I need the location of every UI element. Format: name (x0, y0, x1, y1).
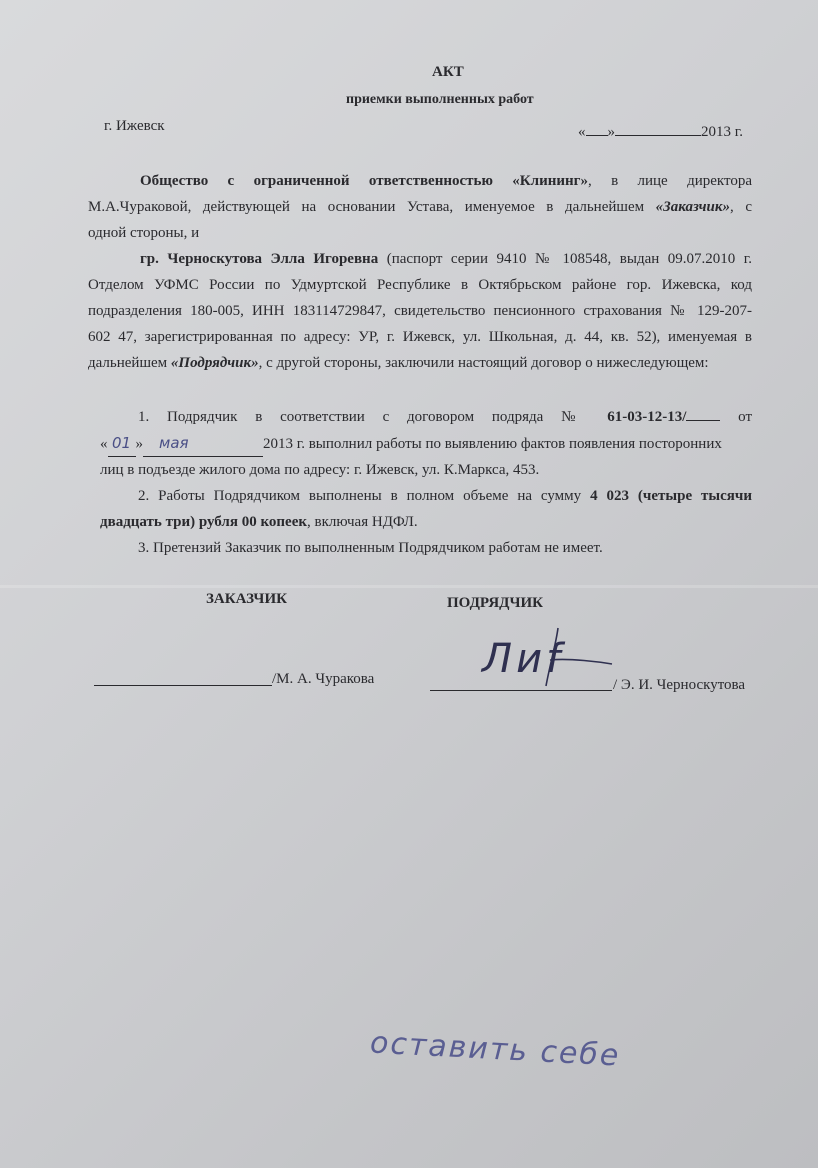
customer-label: ЗАКАЗЧИК (206, 591, 287, 607)
contractor-line-1: гр. Черноскутова Элла Игоревна (паспорт серии 9410 № 108548, выдан 09.07.2010 г. (140, 251, 752, 267)
contractor-label: ПОДРЯДЧИК (447, 595, 544, 611)
items-list (100, 404, 752, 561)
city: г. Ижевск (104, 118, 165, 134)
customer-line-2: М.А.Чураковой, действующей на основании Устава, именуемое в дальнейшем «Заказчик», с (88, 199, 752, 215)
contractor-paragraph (88, 246, 752, 376)
paper-fold (0, 585, 818, 588)
customer-paragraph (88, 168, 752, 246)
contractor-line-2: Отделом УФМС России по Удмуртской Республике в Октябрьском районе гор. Ижевска, код (88, 277, 752, 293)
document-date: « » 2013 г. (578, 124, 743, 140)
document-title: АКТ (432, 64, 464, 80)
item-1-line-2: « 01 » мая 2013 г. выполнил работы по выявлению фактов появления посторонних (100, 430, 752, 457)
customer-line-1: Общество с ограниченной ответственностью «Клининг», в лице директора (140, 173, 753, 189)
item-2-line-2: двадцать три) рубля 00 копеек, включая НДФЛ. (100, 514, 418, 530)
item-3: 3. Претензий Заказчик по выполненным Подрядчиком работам не имеет. (138, 540, 603, 556)
document-subtitle: приемки выполненных работ (346, 92, 534, 107)
contractor-signature: Лиf (482, 636, 565, 682)
item-2-line-1: 2. Работы Подрядчиком выполнены в полном объеме на сумму 4 023 (четыре тысячи (138, 488, 752, 504)
item-1-line-3: лиц в подъезде жилого дома по адресу: г. Ижевск, ул. К.Маркса, 453. (100, 462, 540, 478)
handwritten-day: 01 (108, 430, 136, 457)
customer-line-3: одной стороны, и (88, 225, 200, 241)
contractor-line-5: дальнейшем «Подрядчик», с другой стороны, заключили настоящий договор о нижеследующем: (88, 355, 709, 371)
handwritten-month: мая (143, 430, 263, 457)
contractor-name: / Э. И. Черноскутова (613, 677, 746, 693)
customer-signature-line (94, 685, 272, 686)
item-1-line-1: 1. Подрядчик в соответствии с договором подряда № 61-03-12-13/ от (138, 409, 753, 425)
handwritten-note: оставить себе (369, 1025, 622, 1074)
contractor-line-3: подразделения 180-005, ИНН 183114729847, свидетельство пенсионного страхования № 129-207- (88, 303, 752, 319)
contractor-line-4: 602 47, зарегистрированная по адресу: УР, г. Ижевск, ул. Школьная, д. 44, кв. 52), именуемая в (88, 329, 752, 345)
customer-name: /М. А. Чуракова (272, 671, 375, 687)
